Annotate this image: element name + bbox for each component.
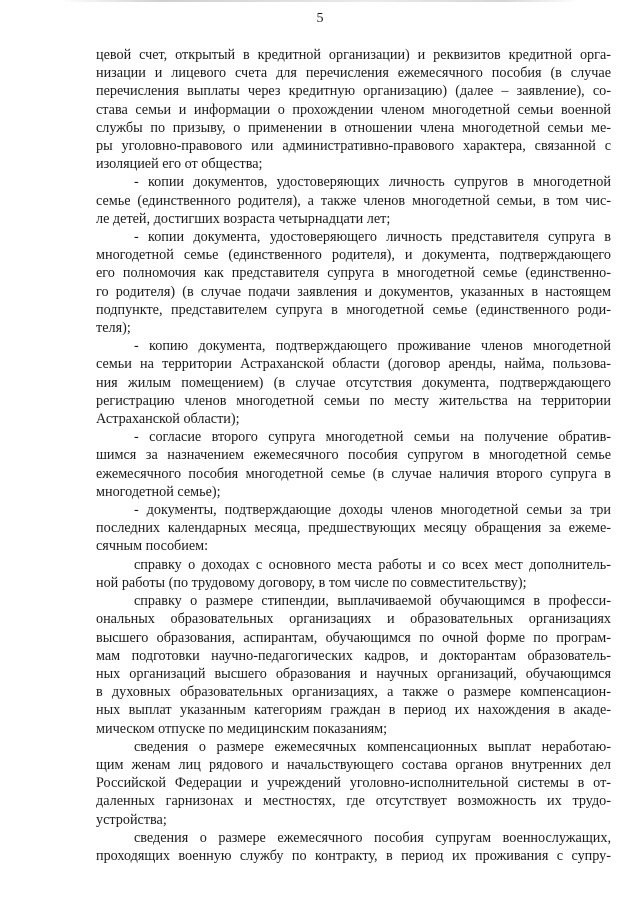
text-line: справку о доходах с основного места работы и со всех мест дополнитель- <box>134 556 611 573</box>
document-body <box>96 46 611 865</box>
text-line: го родителя) (в случае подачи заявления и документов, указанных в настоящем <box>96 283 611 300</box>
text-line: мическом отпуске по медицинским показаниям; <box>96 720 388 737</box>
text-line: проходящих военную службу по контракту, в период их проживания с супру- <box>96 847 611 864</box>
text-line: последних календарных месяца, предшествующих месяцу обращения за ежеме- <box>96 520 611 537</box>
text-line: регистрацию членов многодетной семьи по месту жительства на территории <box>96 392 611 409</box>
text-line: сведения о размере ежемесячного пособия супругам военнослужащих, <box>134 829 611 846</box>
text-line: изоляцией его от общества; <box>96 156 263 173</box>
text-line: ных выплат указанным категориям граждан в период их нахождения в акаде- <box>96 702 611 719</box>
text-line: ния жилым помещением) (в случае отсутствия документа, подтверждающего <box>96 374 611 391</box>
text-line: ональных образовательных организациях и образовательных организациях <box>96 611 611 628</box>
text-line: ры уголовно-правового или административно-правового характера, связанной с <box>96 138 611 155</box>
scan-artifact <box>60 0 580 2</box>
text-line: высшего образования, аспирантам, обучающимся по очной форме по програм- <box>96 629 611 646</box>
text-line: - копии документов, удостоверяющих личность супругов в многодетной <box>134 174 611 191</box>
text-line: перечисления выплаты через кредитную организацию) (далее – заявление), со- <box>96 83 611 100</box>
text-line: мам подготовки научно-педагогических кадров, и докторантам образователь- <box>96 647 611 664</box>
text-line: ной работы (по трудовому договору, в том числе по совместительству); <box>96 574 527 591</box>
text-line: ле детей, достигших возраста четырнадцати лет; <box>96 210 391 227</box>
text-line: ежемесячного пособия многодетной семье (в случае наличия второго супруга в <box>96 465 611 482</box>
text-line: - документы, подтверждающие доходы членов многодетной семьи за три <box>134 502 611 519</box>
text-line: справку о размере стипендии, выплачиваемой обучающимся в професси- <box>134 593 611 610</box>
text-line: теля); <box>96 320 131 337</box>
text-line: многодетной семье); <box>96 483 221 500</box>
text-line: сячным пособием: <box>96 538 209 555</box>
text-line: Астраханской области); <box>96 411 240 428</box>
text-line: сведения о размере ежемесячных компенсационных выплат неработаю- <box>134 738 611 755</box>
text-line: устройства; <box>96 811 167 828</box>
text-line: ных организаций высшего образования и научных организаций, обучающимся <box>96 665 611 682</box>
text-line: цевой счет, открытый в кредитной организации) и реквизитов кредитной орга- <box>96 47 611 63</box>
text-line: щим женам лиц рядового и начальствующего состава органов внутренних дел <box>96 756 611 773</box>
text-line: подпункте, представителем супруга в многодетной семье (единственного роди- <box>96 301 611 318</box>
text-line: даленных гарнизонах и местностях, где отсутствует возможность их трудо- <box>96 793 611 810</box>
page-number: 5 <box>316 11 324 26</box>
text-line: шимся за назначением ежемесячного пособия супругом в многодетной семье <box>96 447 611 464</box>
text-line: службы по призыву, о применении в отношении члена многодетной семьи ме- <box>96 119 611 136</box>
text-line: в духовных образовательных организациях, а также о размере компенсацион- <box>96 684 611 701</box>
text-line: семьи на территории Астраханской области (договор аренды, найма, пользова- <box>96 356 611 373</box>
text-line: става семьи и информации о прохождении членом многодетной семьи военной <box>96 101 611 118</box>
text-line: его полномочия как представителя супруга в многодетной семье (единственно- <box>96 265 611 282</box>
text-line: Российской Федерации и учреждений уголовно-исполнительной системы в от- <box>96 775 611 792</box>
text-line: - копии документа, удостоверяющего личность представителя супруга в <box>134 229 611 246</box>
text-line: многодетной семье (единственного родителя), и документа, подтверждающего <box>96 247 611 264</box>
text-line: - копию документа, подтверждающего проживание членов многодетной <box>134 338 611 355</box>
text-line: низации и лицевого счета для перечисления ежемесячного пособия (в случае <box>96 65 611 82</box>
text-line: семье (единственного родителя), а также членов многодетной семьи, в том чис- <box>96 192 611 209</box>
text-line: - согласие второго супруга многодетной семьи на получение обратив- <box>134 429 611 446</box>
